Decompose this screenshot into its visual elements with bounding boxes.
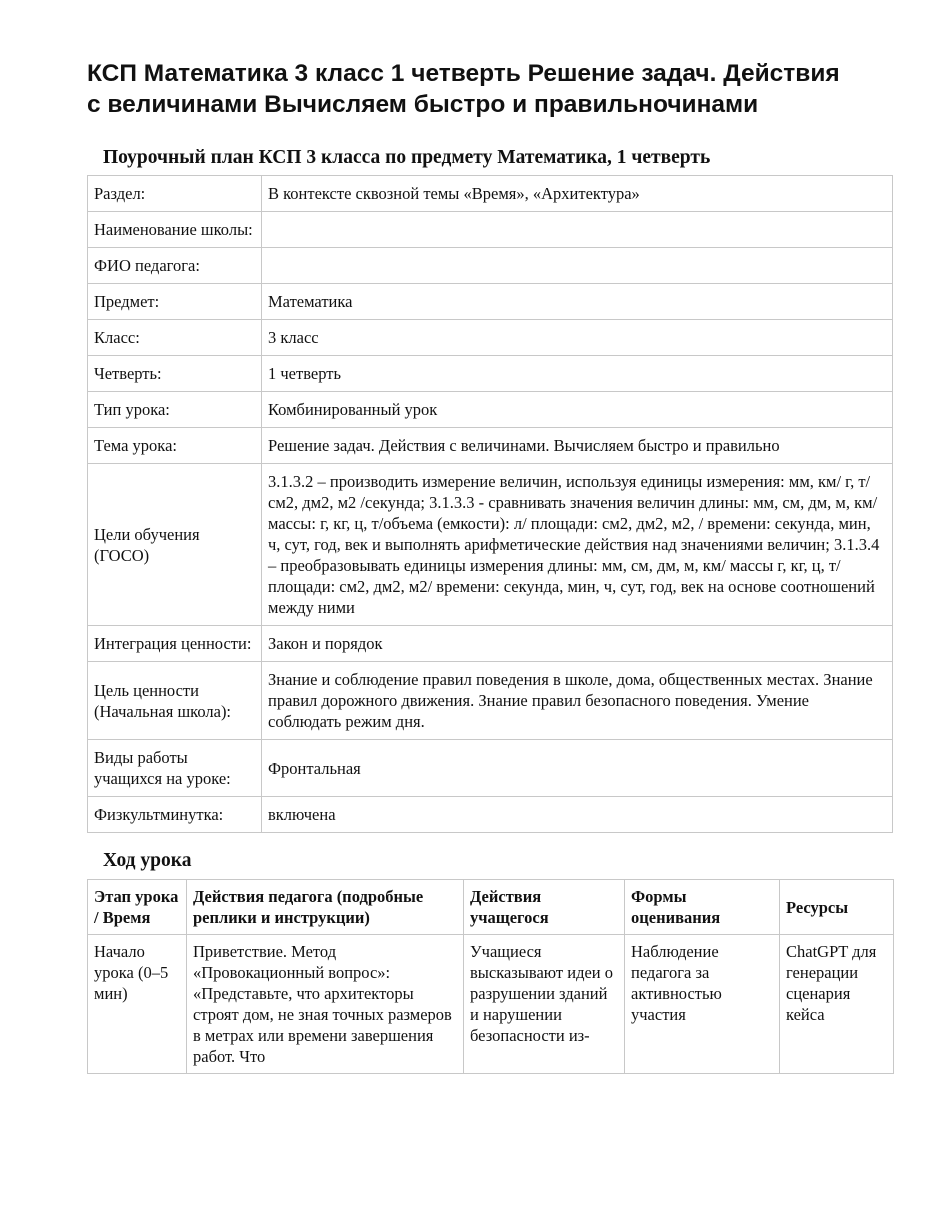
row-label: Физкультминутка: <box>88 797 262 833</box>
column-header: Ресурсы <box>780 880 894 935</box>
row-value: В контексте сквозной темы «Время», «Архитектура» <box>262 176 893 212</box>
table-row <box>88 320 893 356</box>
row-label: Предмет: <box>88 284 262 320</box>
row-value: Знание и соблюдение правил поведения в школе, дома, общественных местах. Знание правил дорожного движения. Знание правил безопасного поведения. Умение соблюдать режим дня. <box>262 662 893 740</box>
lesson-heading: Ход урока <box>103 850 192 871</box>
row-label: Класс: <box>88 320 262 356</box>
table-row <box>88 176 893 212</box>
table-row <box>88 392 893 428</box>
table-cell: Начало урока (0–5 мин) <box>88 935 187 1074</box>
column-header: Действия учащегося <box>464 880 625 935</box>
table-row <box>88 464 893 626</box>
row-label: ФИО педагога: <box>88 248 262 284</box>
row-label: Виды работы учащихся на уроке: <box>88 740 262 797</box>
table-cell: Учащиеся высказывают идеи о разрушении зданий и нарушении безопасности из- <box>464 935 625 1074</box>
row-value <box>262 212 893 248</box>
table-row <box>88 740 893 797</box>
row-value <box>262 248 893 284</box>
table-header-row <box>88 880 894 935</box>
row-label: Наименование школы: <box>88 212 262 248</box>
table-row <box>88 626 893 662</box>
row-label: Тип урока: <box>88 392 262 428</box>
document-title: КСП Математика 3 класс 1 четверть Решение задач. Действия с величинами Вычисляем быстро и правильночинами <box>87 60 840 118</box>
table-cell: Приветствие. Метод «Провокационный вопрос»: «Представьте, что архитекторы строят дом, не зная точных размеров в метрах или времени завершения работ. Что <box>187 935 464 1074</box>
row-label: Раздел: <box>88 176 262 212</box>
table-row <box>88 428 893 464</box>
table-row <box>88 248 893 284</box>
row-value: Решение задач. Действия с величинами. Вычисляем быстро и правильно <box>262 428 893 464</box>
plan-heading: Поурочный план КСП 3 класса по предмету Математика, 1 четверть <box>103 147 711 168</box>
row-label: Цель ценности (Начальная школа): <box>88 662 262 740</box>
row-value: включена <box>262 797 893 833</box>
document-page <box>87 58 893 1074</box>
plan-table <box>87 175 893 833</box>
row-value: 3 класс <box>262 320 893 356</box>
row-value: Математика <box>262 284 893 320</box>
row-label: Четверть: <box>88 356 262 392</box>
row-value: Комбинированный урок <box>262 392 893 428</box>
table-row <box>88 284 893 320</box>
table-row <box>88 935 894 1074</box>
row-label: Интеграция ценности: <box>88 626 262 662</box>
row-label: Цели обучения (ГОСО) <box>88 464 262 626</box>
table-row <box>88 797 893 833</box>
table-row <box>88 356 893 392</box>
table-row <box>88 662 893 740</box>
column-header: Этап урока / Время <box>88 880 187 935</box>
column-header: Действия педагога (подробные реплики и инструкции) <box>187 880 464 935</box>
table-row <box>88 212 893 248</box>
row-value: 1 четверть <box>262 356 893 392</box>
table-cell: ChatGPT для генерации сценария кейса <box>780 935 894 1074</box>
lesson-table <box>87 879 894 1074</box>
row-label: Тема урока: <box>88 428 262 464</box>
row-value: Фронтальная <box>262 740 893 797</box>
table-cell: Наблюдение педагога за активностью участия <box>625 935 780 1074</box>
column-header: Формы оценивания <box>625 880 780 935</box>
row-value: 3.1.3.2 – производить измерение величин, используя единицы измерения: мм, км/ г, т/см2, дм2, м2 /секунда; 3.1.3.3 - сравнивать значения величин длины: мм, см, дм, м, км/массы: г, кг, ц, т/объема (емкости): л/ площади: см2, дм2, м2, / времени: секунда, мин, ч, сут, год, век и выполнять арифметические действия над значениями величин; 3.1.3.4 – преобразовывать единицы измерения длины: мм, см, дм, м, км/ массы г, кг, ц, т/ площади: см2, дм2, м2/ времени: секунда, мин, ч, сут, год, век на основе соотношений между ними <box>262 464 893 626</box>
row-value: Закон и порядок <box>262 626 893 662</box>
